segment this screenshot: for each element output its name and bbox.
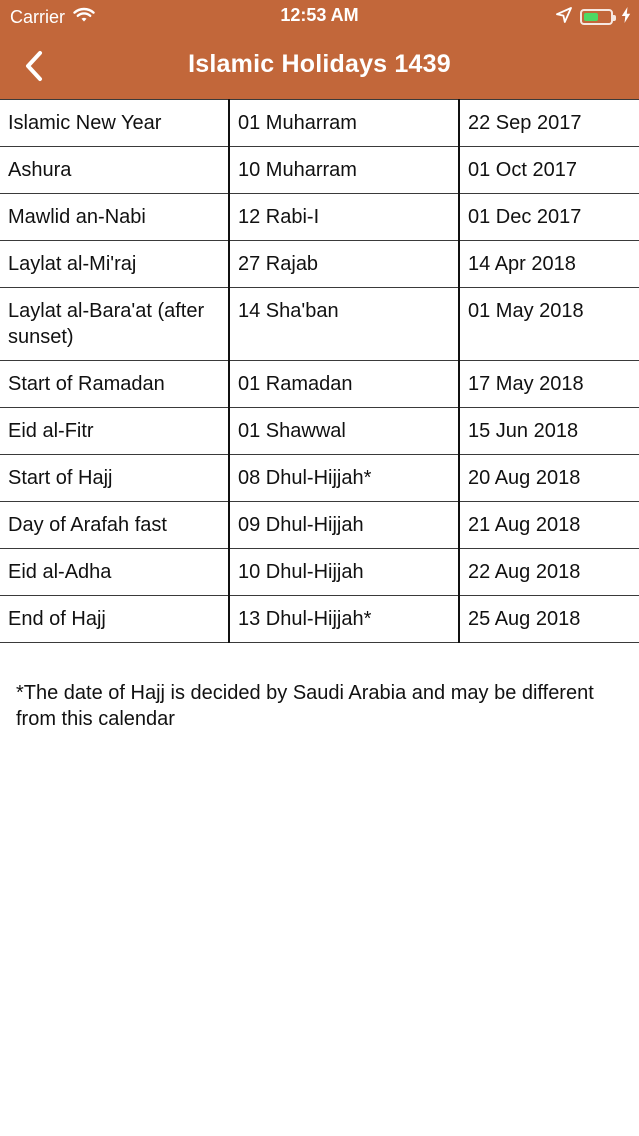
table-body <box>0 100 639 643</box>
hijri-date-cell: 01 Ramadan <box>229 361 459 408</box>
footnote: *The date of Hajj is decided by Saudi Arabia and may be different from this calendar <box>16 682 594 730</box>
table-row <box>0 100 639 147</box>
gregorian-date-cell: 20 Aug 2018 <box>459 455 639 502</box>
holiday-name-cell: Start of Ramadan <box>0 361 229 408</box>
table-row <box>0 455 639 502</box>
navigation-bar <box>0 34 639 99</box>
hijri-date-cell: 12 Rabi-I <box>229 194 459 241</box>
hijri-date-cell: 09 Dhul-Hijjah <box>229 502 459 549</box>
carrier-label: Carrier <box>10 6 66 27</box>
table-row <box>0 596 639 643</box>
holiday-name-cell: Islamic New Year <box>0 100 229 147</box>
table-row <box>0 147 639 194</box>
table-row <box>0 549 639 596</box>
battery-level <box>584 13 598 21</box>
gregorian-date-cell: 21 Aug 2018 <box>459 502 639 549</box>
status-time: 12:53 AM <box>280 5 359 25</box>
table-row <box>0 361 639 408</box>
gregorian-date-cell: 25 Aug 2018 <box>459 596 639 643</box>
gregorian-date-cell: 01 Dec 2017 <box>459 194 639 241</box>
table-row <box>0 288 639 361</box>
table-row <box>0 194 639 241</box>
table-row <box>0 241 639 288</box>
hijri-date-cell: 10 Dhul-Hijjah <box>229 549 459 596</box>
status-right <box>556 6 631 28</box>
gregorian-date-cell: 22 Sep 2017 <box>459 100 639 147</box>
holidays-table <box>0 99 639 643</box>
holiday-name-cell: Eid al-Adha <box>0 549 229 596</box>
location-arrow-icon <box>556 7 572 28</box>
holiday-name-cell: Start of Hajj <box>0 455 229 502</box>
holiday-name-cell: Ashura <box>0 147 229 194</box>
page-title: Islamic Holidays 1439 <box>188 50 451 78</box>
charging-bolt-icon <box>621 7 631 28</box>
hijri-date-cell: 01 Shawwal <box>229 408 459 455</box>
hijri-date-cell: 13 Dhul-Hijjah* <box>229 596 459 643</box>
gregorian-date-cell: 17 May 2018 <box>459 361 639 408</box>
holiday-name-cell: End of Hajj <box>0 596 229 643</box>
gregorian-date-cell: 14 Apr 2018 <box>459 241 639 288</box>
hijri-date-cell: 01 Muharram <box>229 100 459 147</box>
hijri-date-cell: 10 Muharram <box>229 147 459 194</box>
gregorian-date-cell: 22 Aug 2018 <box>459 549 639 596</box>
status-bar <box>0 0 639 34</box>
holiday-name-cell: Mawlid an-Nabi <box>0 194 229 241</box>
battery-icon <box>580 9 613 25</box>
hijri-date-cell: 27 Rajab <box>229 241 459 288</box>
hijri-date-cell: 14 Sha'ban <box>229 288 459 361</box>
holiday-name-cell: Day of Arafah fast <box>0 502 229 549</box>
holidays-table-grid <box>0 99 639 643</box>
top-bar <box>0 0 639 99</box>
holiday-name-cell: Laylat al-Bara'at (after sunset) <box>0 288 229 361</box>
gregorian-date-cell: 01 Oct 2017 <box>459 147 639 194</box>
table-row <box>0 502 639 549</box>
gregorian-date-cell: 15 Jun 2018 <box>459 408 639 455</box>
gregorian-date-cell: 01 May 2018 <box>459 288 639 361</box>
holiday-name-cell: Laylat al-Mi'raj <box>0 241 229 288</box>
table-row <box>0 408 639 455</box>
hijri-date-cell: 08 Dhul-Hijjah* <box>229 455 459 502</box>
holiday-name-cell: Eid al-Fitr <box>0 408 229 455</box>
